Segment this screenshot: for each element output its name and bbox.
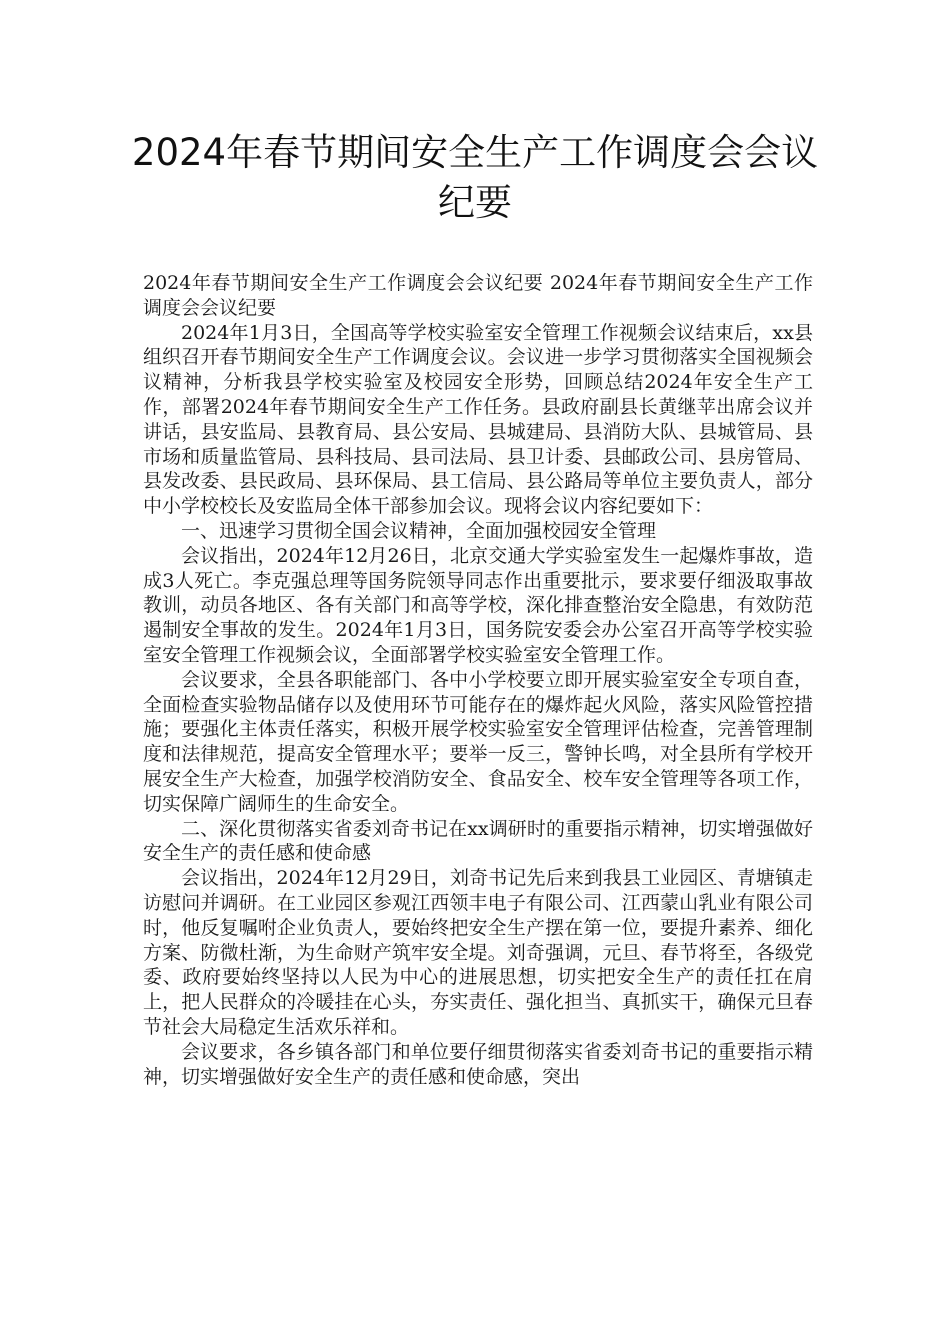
paragraph-section1-pointed: 会议指出，2024年12月26日，北京交通大学实验室发生一起爆炸事故，造成3人死亡。李克强总理等国务院领导同志作出重要批示，要求要仔细汲取事故教训，动员各地区、各有关部门和高等学校，深化排查整治安全隐患，有效防范遏制安全事故的发生。2024年1月3日，国务院安委会办公室召开高等学校实验室安全管理工作视频会议，全面部署学校实验室安全管理工作。 bbox=[143, 544, 813, 666]
document-body bbox=[143, 271, 813, 1089]
document-title: 2024年春节期间安全生产工作调度会会议纪要 bbox=[131, 131, 819, 224]
section-heading-2: 二、深化贯彻落实省委刘奇书记在xx调研时的重要指示精神，切实增强做好安全生产的责任感和使命感 bbox=[143, 817, 813, 865]
paragraph-intro: 2024年1月3日，全国高等学校实验室安全管理工作视频会议结束后，xx县组织召开春节期间安全生产工作调度会议。会议进一步学习贯彻落实全国视频会议精神，分析我县学校实验室及校园安全形势，回顾总结2024年安全生产工作，部署2024年春节期间安全生产工作任务。县政府副县长黄继苹出席会议并讲话，县安监局、县教育局、县公安局、县城建局、县消防大队、县城管局、县市场和质量监管局、县科技局、县司法局、县卫计委、县邮政公司、县房管局、县发改委、县民政局、县环保局、县工信局、县公路局等单位主要负责人，部分中小学校校长及安监局全体干部参加会议。现将会议内容纪要如下： bbox=[143, 321, 813, 518]
paragraph-section1-required: 会议要求，全县各职能部门、各中小学校要立即开展实验室安全专项自查，全面检查实验物品储存以及使用环节可能存在的爆炸起火风险，落实风险管控措施；要强化主体责任落实，积极开展学校实验室安全管理评估检查，完善管理制度和法律规范，提高安全管理水平；要举一反三，警钟长鸣，对全县所有学校开展安全生产大检查，加强学校消防安全、食品安全、校车安全管理等各项工作，切实保障广阔师生的生命安全。 bbox=[143, 668, 813, 815]
paragraph-section2-required: 会议要求，各乡镇各部门和单位要仔细贯彻落实省委刘奇书记的重要指示精神，切实增强做好安全生产的责任感和使命感，突出 bbox=[143, 1040, 813, 1088]
paragraph-heading-repeat: 2024年春节期间安全生产工作调度会会议纪要 2024年春节期间安全生产工作调度会会议纪要 bbox=[143, 272, 813, 319]
paragraph-section2-pointed: 会议指出，2024年12月29日，刘奇书记先后来到我县工业园区、青塘镇走访慰问并调研。在工业园区参观江西领丰电子有限公司、江西蒙山乳业有限公司时，他反复嘱咐企业负责人，要始终把安全生产摆在第一位，要提升素养、细化方案、防微杜渐，为生命财产筑牢安全堤。刘奇强调，元旦、春节将至，各级党委、政府要始终坚持以人民为中心的进展思想，切实把安全生产的责任扛在肩上，把人民群众的冷暖挂在心头，夯实责任、强化担当、真抓实干，确保元旦春节社会大局稳定生活欢乐祥和。 bbox=[143, 867, 813, 1038]
section-heading-1: 一、迅速学习贯彻全国会议精神，全面加强校园安全管理 bbox=[181, 519, 657, 542]
